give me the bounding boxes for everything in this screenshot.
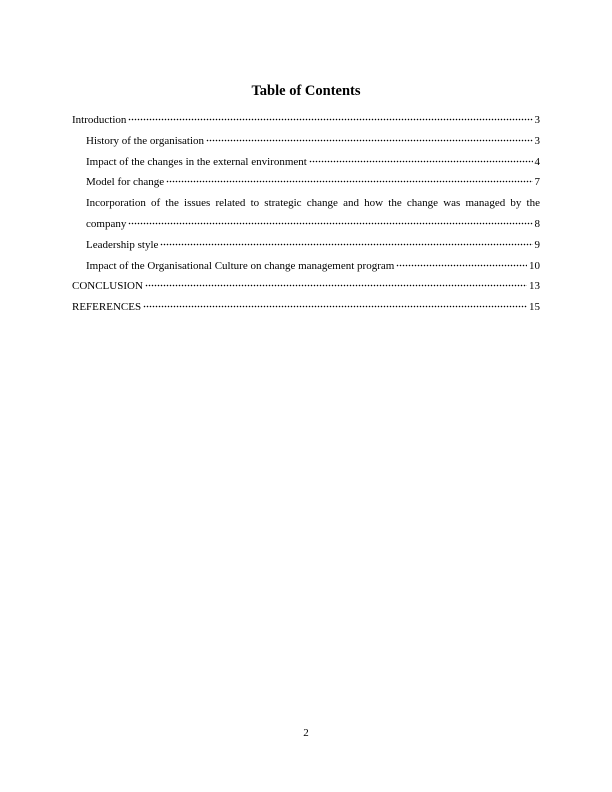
dot-leader <box>128 118 532 121</box>
toc-entry-title: Model for change <box>86 176 165 189</box>
page-number: 2 <box>303 727 309 739</box>
dot-leader <box>160 243 532 246</box>
toc-entry-page: 9 <box>534 238 540 251</box>
toc-entry-page: 8 <box>534 217 540 230</box>
toc-entry-title: Introduction <box>72 114 127 126</box>
toc-entry-title: Leadership style <box>86 238 159 251</box>
toc-entry-page: 7 <box>534 176 540 189</box>
dot-leader <box>145 284 527 287</box>
toc-entry-title: History of the organisation <box>86 134 205 147</box>
toc-entry-page: 3 <box>534 114 540 126</box>
toc-entry-references[interactable] <box>72 297 540 318</box>
toc-entry-page: 3 <box>534 134 540 147</box>
toc-entry-title: Incorporation of the issues related to strategic change and how the change was managed by the company <box>86 197 540 230</box>
toc-entry-title: Impact of the Organisational Culture on change management program <box>86 259 395 272</box>
toc-entry-leadership-style[interactable] <box>72 235 540 256</box>
toc-entry-page: 4 <box>534 155 540 168</box>
dot-leader <box>396 264 527 267</box>
table-of-contents <box>72 110 540 318</box>
dot-leader <box>143 305 527 308</box>
toc-entry-history[interactable] <box>72 131 540 152</box>
toc-entry-title: REFERENCES <box>72 301 142 314</box>
toc-entry-page: 13 <box>529 280 540 293</box>
toc-heading: Table of Contents <box>251 83 361 99</box>
toc-entry-conclusion[interactable] <box>72 276 540 297</box>
dot-leader <box>309 160 533 163</box>
dot-leader <box>128 222 532 225</box>
toc-entry-strategic-change[interactable] <box>72 193 540 235</box>
toc-entry-introduction[interactable] <box>72 110 540 131</box>
toc-entry-title: Impact of the changes in the external environment <box>86 155 307 168</box>
dot-leader <box>206 139 532 142</box>
dot-leader <box>166 180 532 183</box>
toc-entry-page: 15 <box>529 301 540 314</box>
toc-entry-model-for-change[interactable] <box>72 172 540 193</box>
toc-entry-organisational-culture[interactable] <box>72 256 540 277</box>
toc-entry-page: 10 <box>529 259 540 272</box>
toc-entry-title: CONCLUSION <box>72 280 143 293</box>
toc-entry-external-environment[interactable] <box>72 152 540 173</box>
